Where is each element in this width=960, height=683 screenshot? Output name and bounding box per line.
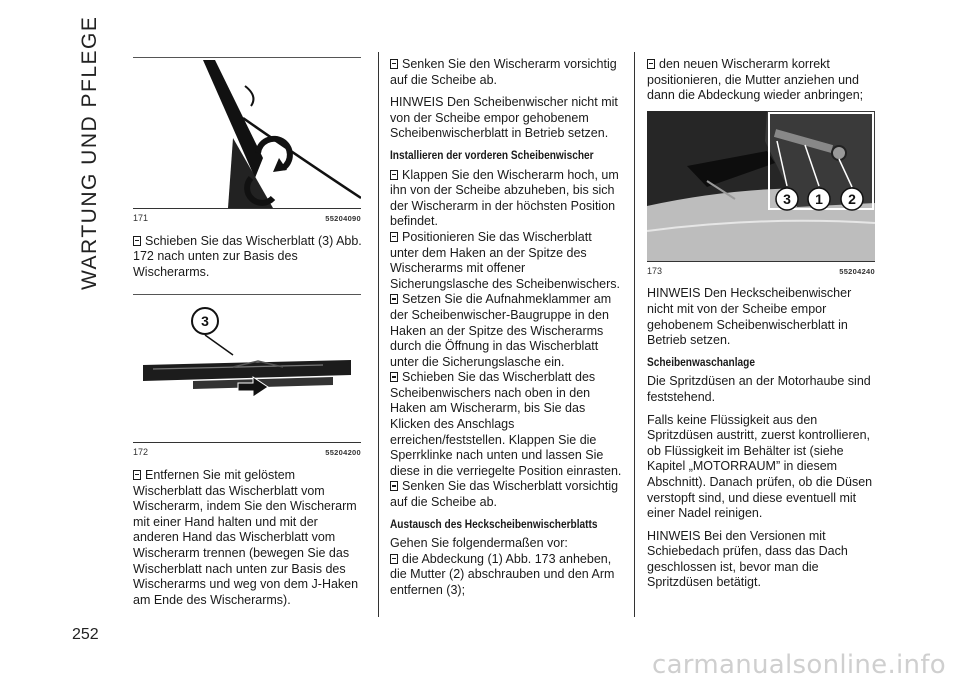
step-bullet-icon xyxy=(390,294,398,304)
callout-3: 3 xyxy=(783,190,791,207)
step-bullet-icon xyxy=(390,170,398,180)
intro-text: Gehen Sie folgendermaßen vor: xyxy=(390,536,568,551)
instruction-step: Entfernen Sie mit gelöstem Wischerblatt das Wischerblatt vom Wischerarm, indem Sie den Wischerarm mit einer Hand halten und mit der anderen Hand das Wischerblatt vom Wischerarm trennen (bewegen Sie das Wischerblatt nach unten zur Basis des Wischerarms und weg von dem J-Haken am Ende des Wischerarms). xyxy=(133,467,359,607)
step-bullet-icon xyxy=(390,232,398,242)
instruction-step: den neuen Wischerarm korrekt positionieren, die Mutter anziehen und dann die Abdeckung wieder anbringen; xyxy=(647,57,864,103)
page-number: 252 xyxy=(72,626,99,643)
callout-3: 3 xyxy=(201,313,209,330)
figure-code: 55204200 xyxy=(325,448,361,458)
figure-number: 171 xyxy=(133,213,149,223)
step-bullet-icon xyxy=(390,481,398,491)
figure-172-image xyxy=(133,294,361,442)
instruction-step: Positionieren Sie das Wischerblatt unter dem Haken an der Spitze des Wischerarms mit offener Sicherungslasche des Scheibenwischers. xyxy=(390,229,620,291)
instruction-step: Schieben Sie das Wischerblatt des Scheibenwischers nach oben in den Haken am Wischerarm, bis Sie das Klicken des Anschlags erreichen/feststellen. Klappen Sie die Sperrklinke nach unten und lassen Sie diese in die verriegelte Position einrasten. xyxy=(390,370,622,478)
instruction-step: Schieben Sie das Wischerblatt (3) Abb. 172 nach unten zur Basis des Wischerarms. xyxy=(133,233,362,279)
column-1 xyxy=(133,57,365,608)
step-bullet-icon xyxy=(133,470,141,480)
figure-173-caption xyxy=(647,261,875,280)
column-2 xyxy=(390,57,622,599)
callout-1: 1 xyxy=(815,190,823,207)
figure-173-image xyxy=(647,111,875,261)
figure-code: 55204090 xyxy=(325,214,361,223)
wiper-arm-raised-illustration xyxy=(133,58,361,208)
instruction-step: die Abdeckung (1) Abb. 173 anheben, die Mutter (2) abschrauben und den Arm entfernen (3); xyxy=(390,551,615,597)
instruction-step: Senken Sie den Wischerarm vorsichtig auf die Scheibe ab. xyxy=(390,57,617,87)
chapter-title: WARTUNG UND PFLEGE xyxy=(78,15,101,290)
wiper-blade-slide-illustration xyxy=(133,295,361,442)
column-divider xyxy=(378,52,379,617)
note-text: HINWEIS Bei den Versionen mit Schiebedach prüfen, dass das Dach geschlossen ist, bevor man die Spritzdüsen betätigt. xyxy=(647,528,848,590)
body-text: Falls keine Flüssigkeit aus den Spritzdüsen austritt, zuerst kontrollieren, ob Flüssigkeit im Behälter ist (siehe Kapitel „MOTORRAUM” in diesem Abschnitt). Danach prüfen, ob die Düsen verstopft sind, und diese eventuell mit einer Nadel reinigen. xyxy=(647,412,873,521)
section-heading: Scheibenwaschanlage xyxy=(647,356,755,369)
column-divider xyxy=(634,52,635,617)
figure-number: 172 xyxy=(133,447,149,458)
figure-171 xyxy=(133,57,361,227)
instruction-step: Senken Sie das Wischerblatt vorsichtig auf die Scheibe ab. xyxy=(390,479,619,510)
figure-code: 55204240 xyxy=(839,266,875,276)
note-text: HINWEIS Den Scheibenwischer nicht mit von der Scheibe empor gehobenem Scheibenwischerblatt in Betrieb setzen. xyxy=(390,95,618,141)
step-bullet-icon xyxy=(390,59,398,69)
figure-172-caption xyxy=(133,442,361,461)
rear-wiper-photo-illustration xyxy=(647,111,875,261)
step-bullet-icon xyxy=(390,554,398,564)
step-bullet-icon xyxy=(390,372,398,382)
callout-2: 2 xyxy=(848,190,856,207)
section-heading: Installieren der vorderen Scheibenwischer xyxy=(390,149,594,162)
step-bullet-icon xyxy=(647,59,655,69)
instruction-step: Setzen Sie die Aufnahmeklammer am der Scheibenwischer-Baugruppe in den Haken an der Spitze des Wischerarms durch die Öffnung in das Wischerblatt unter die Sicherungslasche ein. xyxy=(390,292,612,369)
watermark: carmanualsonline.info xyxy=(651,650,946,680)
section-heading: Austausch des Heckscheibenwischerblatts xyxy=(390,518,598,531)
figure-number: 173 xyxy=(647,265,663,276)
figure-173 xyxy=(647,111,875,280)
instruction-step: Klappen Sie den Wischerarm hoch, um ihn von der Scheibe abzuheben, bis sich der Wischerarm in der höchsten Position befindet. xyxy=(390,167,619,229)
step-bullet-icon xyxy=(133,236,141,246)
column-3 xyxy=(647,57,879,598)
figure-172 xyxy=(133,294,361,461)
body-text: Die Spritzdüsen an der Motorhaube sind feststehend. xyxy=(647,374,871,404)
figure-171-image xyxy=(133,57,361,208)
figure-171-caption xyxy=(133,208,361,227)
note-text: HINWEIS Den Heckscheibenwischer nicht mit von der Scheibe empor gehobenem Scheibenwischerblatt in Betrieb setzen. xyxy=(647,286,852,348)
